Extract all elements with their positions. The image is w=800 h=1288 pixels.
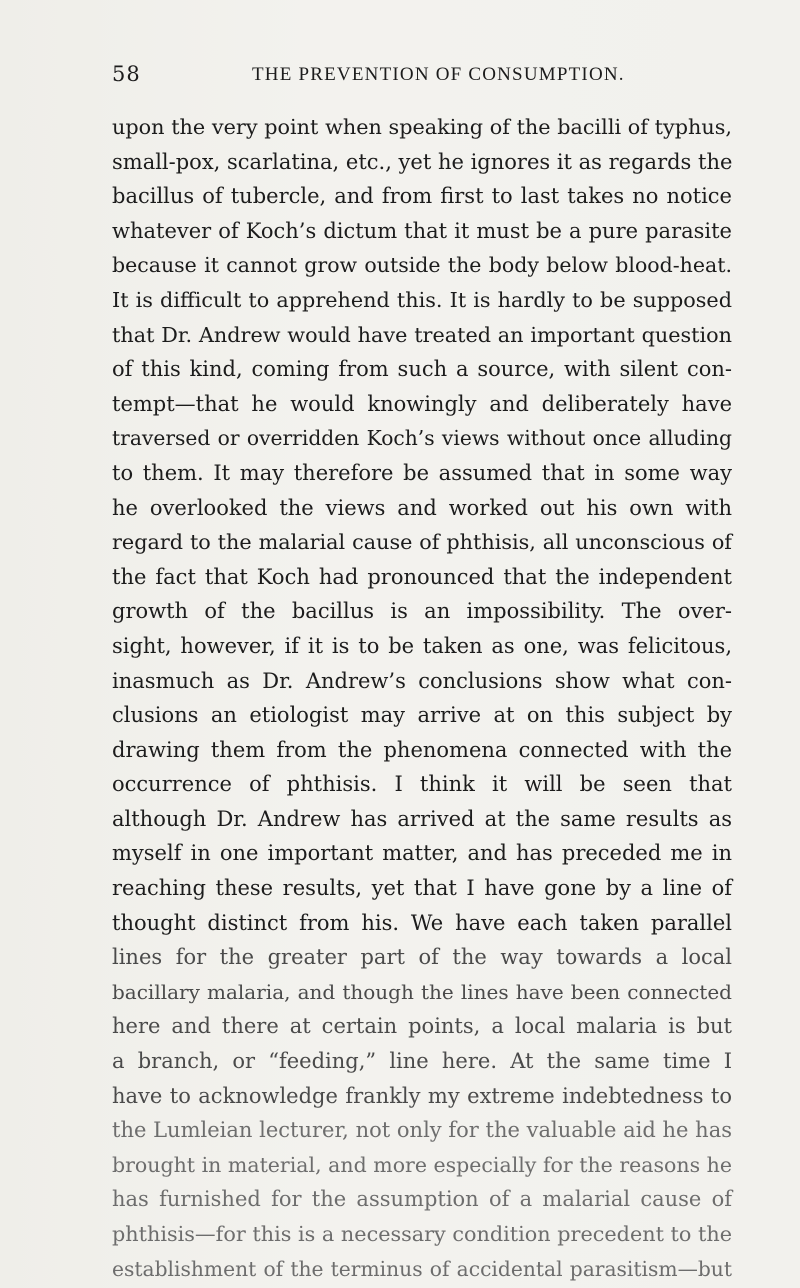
text-line: clusions an etiologist may arrive at on this subject by xyxy=(112,703,732,728)
text-line: tempt—that he would knowingly and deliberately have xyxy=(112,391,732,416)
text-line: occurrence of phthisis. I think it will be seen that xyxy=(112,772,732,797)
text-line: whatever of Koch’s dictum that it must be a pure parasite xyxy=(112,218,732,243)
text-line: have to acknowledge frankly my extreme indebtedness to xyxy=(112,1083,732,1108)
text-line: lines for the greater part of the way towards a local xyxy=(112,945,732,970)
text-line: drawing them from the phenomena connected with the xyxy=(112,737,732,762)
text-line: the Lumleian lecturer, not only for the valuable aid he has xyxy=(112,1118,732,1143)
text-line: inasmuch as Dr. Andrew’s conclusions show what con- xyxy=(112,668,732,693)
body-text xyxy=(112,110,732,1286)
text-line: the fact that Koch had pronounced that the independent xyxy=(112,564,732,589)
text-line: that Dr. Andrew would have treated an important question xyxy=(112,322,732,347)
text-line: upon the very point when speaking of the bacilli of typhus, xyxy=(112,115,732,139)
text-line: bacillary malaria, and though the lines have been connected xyxy=(112,979,732,1004)
text-line: to them. It may therefore be assumed that in some way xyxy=(112,460,732,485)
text-line: sight, however, if it is to be taken as one, was felicitous, xyxy=(112,633,732,658)
text-line: phthisis—for this is a necessary condition precedent to the xyxy=(112,1222,732,1246)
text-line: establishment of the terminus of accidental parasitism—but xyxy=(112,1256,732,1281)
running-title: THE PREVENTION OF CONSUMPTION. xyxy=(252,64,625,85)
text-line: he overlooked the views and worked out his own with xyxy=(112,495,732,520)
text-line: It is difficult to apprehend this. It is hardly to be supposed xyxy=(112,287,732,312)
text-line: small-pox, scarlatina, etc., yet he ignores it as regards the xyxy=(112,149,733,174)
text-line: thought distinct from his. We have each taken parallel xyxy=(112,910,732,935)
text-line: reaching these results, yet that I have gone by a line of xyxy=(112,876,732,901)
text-line: growth of the bacillus is an impossibility. The over- xyxy=(112,599,732,624)
text-line: myself in one important matter, and has preceded me in xyxy=(112,841,732,866)
text-line: because it cannot grow outside the body below blood-heat. xyxy=(112,253,732,278)
text-line: although Dr. Andrew has arrived at the same results as xyxy=(112,806,732,831)
text-line: traversed or overridden Koch’s views without once alluding xyxy=(112,426,732,451)
text-line: brought in material, and more especially for the reasons he xyxy=(112,1152,732,1177)
text-line: of this kind, coming from such a source, with silent con- xyxy=(112,357,732,382)
text-line: a branch, or “feeding,” line here. At the same time I xyxy=(112,1049,732,1074)
text-line: regard to the malarial cause of phthisis, all unconscious of xyxy=(112,530,732,555)
page-number: 58 xyxy=(112,62,141,86)
text-line: has furnished for the assumption of a malarial cause of xyxy=(112,1187,732,1212)
text-line: bacillus of tubercle, and from first to last takes no notice xyxy=(112,184,732,209)
running-head xyxy=(112,62,727,92)
text-line: here and there at certain points, a local malaria is but xyxy=(112,1014,732,1039)
